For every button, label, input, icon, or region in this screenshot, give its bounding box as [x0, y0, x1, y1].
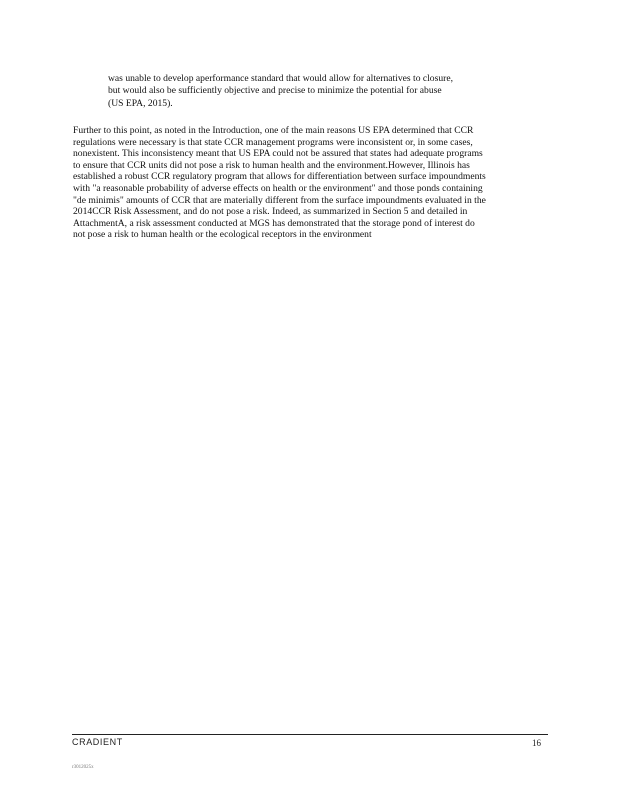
paragraph-line: not pose a risk to human health or the ecological receptors in the environment: [73, 229, 372, 241]
paragraph-line: "de minimis" amounts of CCR that are materially different from the surface impoundments evaluated in the: [73, 194, 486, 206]
footer-divider: [72, 734, 548, 735]
page-number: 16: [532, 738, 541, 748]
paragraph-line: regulations were necessary is that state CCR management programs were inconsistent or, in some cases,: [73, 136, 473, 148]
quote-line: but would also be sufficiently objective and precise to minimize the potential for abuse: [108, 85, 442, 97]
block-quote: [108, 73, 548, 110]
paragraph-line: established a robust CCR regulatory program that allows for differentiation between surface impoundments: [73, 171, 486, 183]
paragraph-line: 2014CCR Risk Assessment, and do not pose a risk. Indeed, as summarized in Section 5 and detailed in: [73, 206, 468, 218]
paragraph-line: nonexistent. This inconsistency meant that US EPA could not be assured that states had adequate programs: [73, 148, 483, 160]
body-paragraph: [73, 125, 549, 241]
quote-line: (US EPA, 2015).: [108, 97, 173, 109]
paragraph-line: Further to this point, as noted in the Introduction, one of the main reasons US EPA determined that CCR: [73, 125, 474, 136]
paragraph-line: AttachmentA, a risk assessment conducted at MGS has demonstrated that the storage pond of interest do: [73, 217, 475, 229]
paragraph-line: to ensure that CCR units did not pose a risk to human health and the environment.However, Illinois has: [73, 159, 470, 171]
document-code: r3012025x: [72, 765, 94, 770]
paragraph-line: with "a reasonable probability of adverse effects on health or the environment" and those ponds containing: [73, 182, 483, 194]
quote-line: was unable to develop aperformance standard that would allow for alternatives to closure,: [108, 73, 453, 84]
company-logo: CRADIENT: [72, 737, 123, 747]
